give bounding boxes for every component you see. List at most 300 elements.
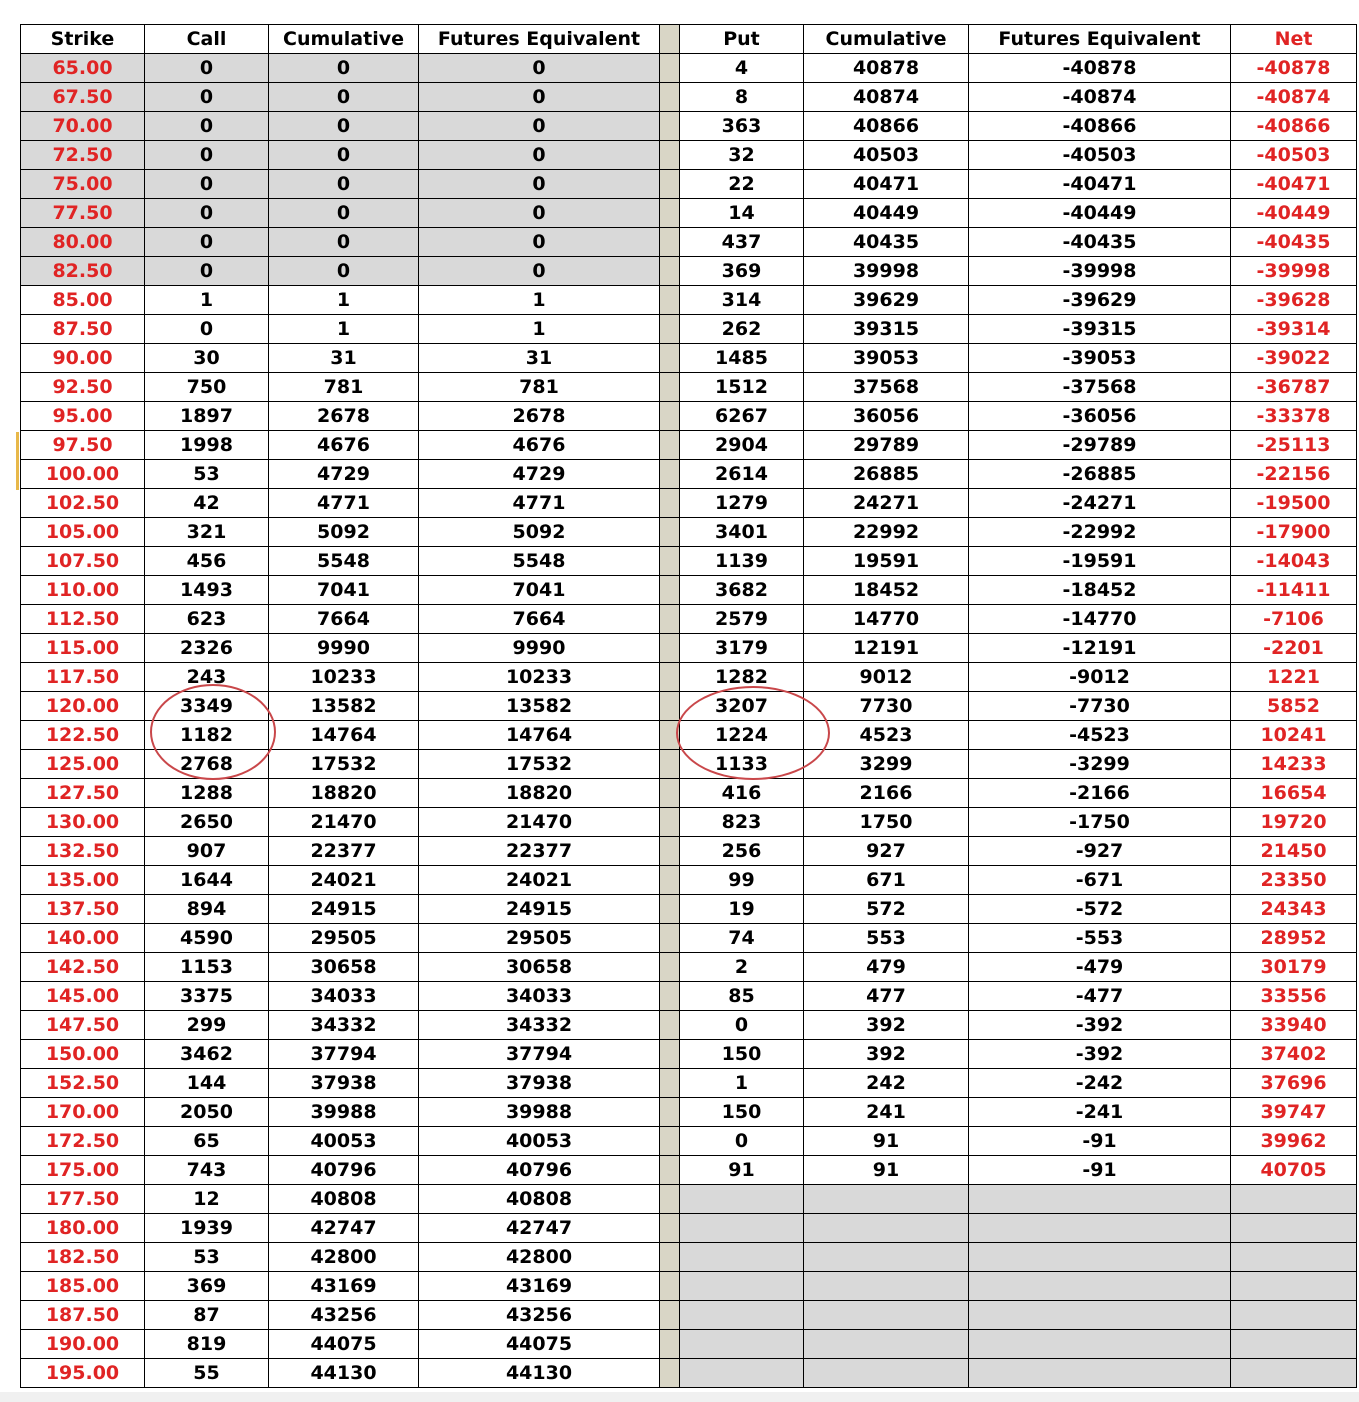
put-cumulative-cell[interactable]: 40878: [804, 54, 969, 83]
call-cell[interactable]: 819: [145, 1330, 269, 1359]
call-cell[interactable]: 243: [145, 663, 269, 692]
put-cumulative-cell[interactable]: 477: [804, 982, 969, 1011]
call-cell[interactable]: 1897: [145, 402, 269, 431]
call-futures-equivalent-cell[interactable]: 40796: [419, 1156, 660, 1185]
net-cell[interactable]: [1231, 1243, 1357, 1272]
call-cell[interactable]: 4590: [145, 924, 269, 953]
call-futures-equivalent-cell[interactable]: 0: [419, 83, 660, 112]
call-futures-equivalent-cell[interactable]: 4676: [419, 431, 660, 460]
net-cell[interactable]: [1231, 1330, 1357, 1359]
net-cell[interactable]: [1231, 1185, 1357, 1214]
put-cumulative-cell[interactable]: 40435: [804, 228, 969, 257]
put-cumulative-cell[interactable]: 24271: [804, 489, 969, 518]
net-cell[interactable]: 39962: [1231, 1127, 1357, 1156]
call-cell[interactable]: 299: [145, 1011, 269, 1040]
put-futures-equivalent-cell[interactable]: -572: [969, 895, 1231, 924]
call-cumulative-cell[interactable]: 14764: [269, 721, 419, 750]
put-cell[interactable]: 437: [680, 228, 804, 257]
call-cumulative-cell[interactable]: 34033: [269, 982, 419, 1011]
call-cumulative-cell[interactable]: 37938: [269, 1069, 419, 1098]
call-futures-equivalent-cell[interactable]: 31: [419, 344, 660, 373]
put-futures-equivalent-cell[interactable]: [969, 1359, 1231, 1388]
call-futures-equivalent-cell[interactable]: 0: [419, 170, 660, 199]
put-cumulative-cell[interactable]: 572: [804, 895, 969, 924]
put-cumulative-cell[interactable]: 479: [804, 953, 969, 982]
put-cell[interactable]: 262: [680, 315, 804, 344]
call-cumulative-cell[interactable]: 31: [269, 344, 419, 373]
net-cell[interactable]: -39314: [1231, 315, 1357, 344]
put-cell[interactable]: 8: [680, 83, 804, 112]
call-cell[interactable]: 1: [145, 286, 269, 315]
strike-cell[interactable]: 92.50: [21, 373, 145, 402]
call-futures-equivalent-cell[interactable]: 0: [419, 141, 660, 170]
net-cell[interactable]: -40503: [1231, 141, 1357, 170]
call-cumulative-cell[interactable]: 1: [269, 315, 419, 344]
put-cumulative-cell[interactable]: 39315: [804, 315, 969, 344]
call-cell[interactable]: 1998: [145, 431, 269, 460]
put-cell[interactable]: 363: [680, 112, 804, 141]
put-cell[interactable]: 1485: [680, 344, 804, 373]
call-futures-equivalent-cell[interactable]: 30658: [419, 953, 660, 982]
put-futures-equivalent-cell[interactable]: -242: [969, 1069, 1231, 1098]
put-cumulative-cell[interactable]: 40866: [804, 112, 969, 141]
call-futures-equivalent-cell[interactable]: 0: [419, 257, 660, 286]
put-futures-equivalent-cell[interactable]: -40878: [969, 54, 1231, 83]
put-cumulative-cell[interactable]: 91: [804, 1156, 969, 1185]
call-cell[interactable]: 456: [145, 547, 269, 576]
put-cell[interactable]: 416: [680, 779, 804, 808]
call-futures-equivalent-cell[interactable]: 13582: [419, 692, 660, 721]
call-cumulative-cell[interactable]: 21470: [269, 808, 419, 837]
strike-cell[interactable]: 72.50: [21, 141, 145, 170]
put-cumulative-cell[interactable]: 22992: [804, 518, 969, 547]
call-cell[interactable]: 1493: [145, 576, 269, 605]
call-cell[interactable]: 750: [145, 373, 269, 402]
call-futures-equivalent-cell[interactable]: 4729: [419, 460, 660, 489]
call-futures-equivalent-cell[interactable]: 7664: [419, 605, 660, 634]
call-cumulative-cell[interactable]: 781: [269, 373, 419, 402]
net-cell[interactable]: [1231, 1301, 1357, 1330]
put-futures-equivalent-cell[interactable]: -479: [969, 953, 1231, 982]
net-cell[interactable]: -7106: [1231, 605, 1357, 634]
strike-cell[interactable]: 130.00: [21, 808, 145, 837]
net-cell[interactable]: 21450: [1231, 837, 1357, 866]
call-cumulative-cell[interactable]: 24915: [269, 895, 419, 924]
put-futures-equivalent-cell[interactable]: -553: [969, 924, 1231, 953]
net-cell[interactable]: [1231, 1272, 1357, 1301]
put-futures-equivalent-cell[interactable]: [969, 1330, 1231, 1359]
put-futures-equivalent-cell[interactable]: -12191: [969, 634, 1231, 663]
call-cumulative-cell[interactable]: 0: [269, 257, 419, 286]
put-cell[interactable]: [680, 1185, 804, 1214]
put-cell[interactable]: 32: [680, 141, 804, 170]
put-cell[interactable]: 3207: [680, 692, 804, 721]
call-cumulative-cell[interactable]: 18820: [269, 779, 419, 808]
strike-cell[interactable]: 82.50: [21, 257, 145, 286]
put-cumulative-cell[interactable]: 4523: [804, 721, 969, 750]
put-cumulative-cell[interactable]: 241: [804, 1098, 969, 1127]
put-cell[interactable]: 19: [680, 895, 804, 924]
net-cell[interactable]: 24343: [1231, 895, 1357, 924]
put-cell[interactable]: [680, 1272, 804, 1301]
call-cumulative-cell[interactable]: 0: [269, 141, 419, 170]
net-cell[interactable]: -40878: [1231, 54, 1357, 83]
put-cumulative-cell[interactable]: 26885: [804, 460, 969, 489]
call-cell[interactable]: 623: [145, 605, 269, 634]
call-cell[interactable]: 144: [145, 1069, 269, 1098]
put-cumulative-cell[interactable]: 12191: [804, 634, 969, 663]
put-futures-equivalent-cell[interactable]: -18452: [969, 576, 1231, 605]
header-call[interactable]: Call: [145, 25, 269, 54]
call-cumulative-cell[interactable]: 5092: [269, 518, 419, 547]
call-futures-equivalent-cell[interactable]: 0: [419, 199, 660, 228]
strike-cell[interactable]: 97.50: [21, 431, 145, 460]
put-futures-equivalent-cell[interactable]: [969, 1185, 1231, 1214]
put-futures-equivalent-cell[interactable]: -392: [969, 1011, 1231, 1040]
net-cell[interactable]: 39747: [1231, 1098, 1357, 1127]
call-cumulative-cell[interactable]: 34332: [269, 1011, 419, 1040]
put-cumulative-cell[interactable]: [804, 1243, 969, 1272]
call-cumulative-cell[interactable]: 1: [269, 286, 419, 315]
call-futures-equivalent-cell[interactable]: 24021: [419, 866, 660, 895]
call-cell[interactable]: 0: [145, 199, 269, 228]
header-call-futures-equivalent[interactable]: Futures Equivalent: [419, 25, 660, 54]
put-futures-equivalent-cell[interactable]: -40866: [969, 112, 1231, 141]
put-cell[interactable]: 1279: [680, 489, 804, 518]
call-cell[interactable]: 0: [145, 315, 269, 344]
call-cell[interactable]: 743: [145, 1156, 269, 1185]
strike-cell[interactable]: 180.00: [21, 1214, 145, 1243]
call-cell[interactable]: 2768: [145, 750, 269, 779]
call-futures-equivalent-cell[interactable]: 2678: [419, 402, 660, 431]
put-futures-equivalent-cell[interactable]: -26885: [969, 460, 1231, 489]
put-cell[interactable]: 0: [680, 1011, 804, 1040]
put-futures-equivalent-cell[interactable]: -91: [969, 1156, 1231, 1185]
put-cumulative-cell[interactable]: [804, 1301, 969, 1330]
strike-cell[interactable]: 107.50: [21, 547, 145, 576]
put-cumulative-cell[interactable]: 553: [804, 924, 969, 953]
put-cumulative-cell[interactable]: 2166: [804, 779, 969, 808]
call-cumulative-cell[interactable]: 0: [269, 112, 419, 141]
strike-cell[interactable]: 137.50: [21, 895, 145, 924]
put-cumulative-cell[interactable]: 39629: [804, 286, 969, 315]
strike-cell[interactable]: 195.00: [21, 1359, 145, 1388]
call-cell[interactable]: 3349: [145, 692, 269, 721]
put-cumulative-cell[interactable]: 91: [804, 1127, 969, 1156]
call-cell[interactable]: 2050: [145, 1098, 269, 1127]
put-cell[interactable]: 3682: [680, 576, 804, 605]
put-cell[interactable]: 150: [680, 1098, 804, 1127]
put-cell[interactable]: 85: [680, 982, 804, 1011]
strike-cell[interactable]: 125.00: [21, 750, 145, 779]
strike-cell[interactable]: 140.00: [21, 924, 145, 953]
call-cell[interactable]: 1153: [145, 953, 269, 982]
strike-cell[interactable]: 95.00: [21, 402, 145, 431]
put-cell[interactable]: [680, 1214, 804, 1243]
call-futures-equivalent-cell[interactable]: 37794: [419, 1040, 660, 1069]
strike-cell[interactable]: 75.00: [21, 170, 145, 199]
call-futures-equivalent-cell[interactable]: 29505: [419, 924, 660, 953]
strike-cell[interactable]: 87.50: [21, 315, 145, 344]
put-futures-equivalent-cell[interactable]: -40435: [969, 228, 1231, 257]
call-futures-equivalent-cell[interactable]: 4771: [419, 489, 660, 518]
put-cumulative-cell[interactable]: [804, 1272, 969, 1301]
call-futures-equivalent-cell[interactable]: 17532: [419, 750, 660, 779]
call-cell[interactable]: 0: [145, 141, 269, 170]
put-cell[interactable]: 150: [680, 1040, 804, 1069]
net-cell[interactable]: 40705: [1231, 1156, 1357, 1185]
call-futures-equivalent-cell[interactable]: 9990: [419, 634, 660, 663]
call-cell[interactable]: 3375: [145, 982, 269, 1011]
net-cell[interactable]: -25113: [1231, 431, 1357, 460]
call-futures-equivalent-cell[interactable]: 1: [419, 315, 660, 344]
call-cumulative-cell[interactable]: 5548: [269, 547, 419, 576]
net-cell[interactable]: -33378: [1231, 402, 1357, 431]
call-futures-equivalent-cell[interactable]: 5092: [419, 518, 660, 547]
put-cumulative-cell[interactable]: [804, 1330, 969, 1359]
put-futures-equivalent-cell[interactable]: -7730: [969, 692, 1231, 721]
put-cumulative-cell[interactable]: 36056: [804, 402, 969, 431]
net-cell[interactable]: -17900: [1231, 518, 1357, 547]
strike-cell[interactable]: 120.00: [21, 692, 145, 721]
put-futures-equivalent-cell[interactable]: [969, 1301, 1231, 1330]
net-cell[interactable]: -40435: [1231, 228, 1357, 257]
put-futures-equivalent-cell[interactable]: -14770: [969, 605, 1231, 634]
strike-cell[interactable]: 132.50: [21, 837, 145, 866]
call-cell[interactable]: 42: [145, 489, 269, 518]
net-cell[interactable]: 30179: [1231, 953, 1357, 982]
net-cell[interactable]: 37402: [1231, 1040, 1357, 1069]
call-futures-equivalent-cell[interactable]: 7041: [419, 576, 660, 605]
call-cell[interactable]: 0: [145, 112, 269, 141]
net-cell[interactable]: 16654: [1231, 779, 1357, 808]
net-cell[interactable]: 33940: [1231, 1011, 1357, 1040]
call-cell[interactable]: 87: [145, 1301, 269, 1330]
net-cell[interactable]: 1221: [1231, 663, 1357, 692]
net-cell[interactable]: -40471: [1231, 170, 1357, 199]
net-cell[interactable]: -39022: [1231, 344, 1357, 373]
put-cumulative-cell[interactable]: [804, 1359, 969, 1388]
call-cumulative-cell[interactable]: 44075: [269, 1330, 419, 1359]
put-futures-equivalent-cell[interactable]: -39315: [969, 315, 1231, 344]
net-cell[interactable]: 10241: [1231, 721, 1357, 750]
put-cell[interactable]: 2904: [680, 431, 804, 460]
call-futures-equivalent-cell[interactable]: 34033: [419, 982, 660, 1011]
put-cell[interactable]: [680, 1243, 804, 1272]
call-cumulative-cell[interactable]: 30658: [269, 953, 419, 982]
call-cumulative-cell[interactable]: 44130: [269, 1359, 419, 1388]
put-futures-equivalent-cell[interactable]: -4523: [969, 721, 1231, 750]
strike-cell[interactable]: 135.00: [21, 866, 145, 895]
put-cell[interactable]: 2: [680, 953, 804, 982]
call-cell[interactable]: 53: [145, 1243, 269, 1272]
header-net[interactable]: Net: [1231, 25, 1357, 54]
put-cell[interactable]: 3179: [680, 634, 804, 663]
net-cell[interactable]: -36787: [1231, 373, 1357, 402]
put-cumulative-cell[interactable]: [804, 1185, 969, 1214]
call-futures-equivalent-cell[interactable]: 37938: [419, 1069, 660, 1098]
put-cumulative-cell[interactable]: 242: [804, 1069, 969, 1098]
call-cell[interactable]: 321: [145, 518, 269, 547]
call-futures-equivalent-cell[interactable]: 24915: [419, 895, 660, 924]
call-cumulative-cell[interactable]: 7041: [269, 576, 419, 605]
put-futures-equivalent-cell[interactable]: [969, 1243, 1231, 1272]
call-cumulative-cell[interactable]: 10233: [269, 663, 419, 692]
call-cumulative-cell[interactable]: 4676: [269, 431, 419, 460]
put-cell[interactable]: 1224: [680, 721, 804, 750]
strike-cell[interactable]: 100.00: [21, 460, 145, 489]
put-cumulative-cell[interactable]: 9012: [804, 663, 969, 692]
strike-cell[interactable]: 67.50: [21, 83, 145, 112]
strike-cell[interactable]: 80.00: [21, 228, 145, 257]
call-cumulative-cell[interactable]: 9990: [269, 634, 419, 663]
put-cell[interactable]: 1512: [680, 373, 804, 402]
put-cell[interactable]: 823: [680, 808, 804, 837]
call-futures-equivalent-cell[interactable]: 781: [419, 373, 660, 402]
put-futures-equivalent-cell[interactable]: -22992: [969, 518, 1231, 547]
call-cumulative-cell[interactable]: 42800: [269, 1243, 419, 1272]
strike-cell[interactable]: 102.50: [21, 489, 145, 518]
put-futures-equivalent-cell[interactable]: [969, 1272, 1231, 1301]
net-cell[interactable]: -40866: [1231, 112, 1357, 141]
strike-cell[interactable]: 172.50: [21, 1127, 145, 1156]
net-cell[interactable]: -14043: [1231, 547, 1357, 576]
put-futures-equivalent-cell[interactable]: -36056: [969, 402, 1231, 431]
put-futures-equivalent-cell[interactable]: -24271: [969, 489, 1231, 518]
put-cell[interactable]: [680, 1330, 804, 1359]
call-cell[interactable]: 2650: [145, 808, 269, 837]
call-futures-equivalent-cell[interactable]: 1: [419, 286, 660, 315]
strike-cell[interactable]: 110.00: [21, 576, 145, 605]
put-cumulative-cell[interactable]: 927: [804, 837, 969, 866]
strike-cell[interactable]: 70.00: [21, 112, 145, 141]
put-cell[interactable]: 3401: [680, 518, 804, 547]
call-cell[interactable]: 3462: [145, 1040, 269, 1069]
call-futures-equivalent-cell[interactable]: 22377: [419, 837, 660, 866]
put-cumulative-cell[interactable]: 392: [804, 1040, 969, 1069]
put-futures-equivalent-cell[interactable]: -29789: [969, 431, 1231, 460]
header-strike[interactable]: Strike: [21, 25, 145, 54]
net-cell[interactable]: -22156: [1231, 460, 1357, 489]
call-cumulative-cell[interactable]: 0: [269, 228, 419, 257]
net-cell[interactable]: 28952: [1231, 924, 1357, 953]
call-futures-equivalent-cell[interactable]: 0: [419, 112, 660, 141]
strike-cell[interactable]: 190.00: [21, 1330, 145, 1359]
call-cell[interactable]: 55: [145, 1359, 269, 1388]
call-cumulative-cell[interactable]: 4771: [269, 489, 419, 518]
put-cumulative-cell[interactable]: 37568: [804, 373, 969, 402]
put-cell[interactable]: 0: [680, 1127, 804, 1156]
put-cell[interactable]: 6267: [680, 402, 804, 431]
call-futures-equivalent-cell[interactable]: 40053: [419, 1127, 660, 1156]
call-cell[interactable]: 0: [145, 83, 269, 112]
put-futures-equivalent-cell[interactable]: -39629: [969, 286, 1231, 315]
put-cell[interactable]: 22: [680, 170, 804, 199]
put-cumulative-cell[interactable]: 1750: [804, 808, 969, 837]
strike-cell[interactable]: 145.00: [21, 982, 145, 1011]
call-cumulative-cell[interactable]: 0: [269, 83, 419, 112]
strike-cell[interactable]: 112.50: [21, 605, 145, 634]
put-cumulative-cell[interactable]: 18452: [804, 576, 969, 605]
put-cumulative-cell[interactable]: 39053: [804, 344, 969, 373]
net-cell[interactable]: [1231, 1214, 1357, 1243]
call-cumulative-cell[interactable]: 40053: [269, 1127, 419, 1156]
put-cell[interactable]: 1139: [680, 547, 804, 576]
put-futures-equivalent-cell[interactable]: -671: [969, 866, 1231, 895]
net-cell[interactable]: 23350: [1231, 866, 1357, 895]
put-cell[interactable]: [680, 1359, 804, 1388]
put-cumulative-cell[interactable]: 14770: [804, 605, 969, 634]
call-cell[interactable]: 12: [145, 1185, 269, 1214]
call-cell[interactable]: 369: [145, 1272, 269, 1301]
net-cell[interactable]: 37696: [1231, 1069, 1357, 1098]
call-cumulative-cell[interactable]: 43256: [269, 1301, 419, 1330]
net-cell[interactable]: -39628: [1231, 286, 1357, 315]
net-cell[interactable]: -2201: [1231, 634, 1357, 663]
call-futures-equivalent-cell[interactable]: 0: [419, 228, 660, 257]
strike-cell[interactable]: 177.50: [21, 1185, 145, 1214]
strike-cell[interactable]: 147.50: [21, 1011, 145, 1040]
call-cell[interactable]: 1288: [145, 779, 269, 808]
call-futures-equivalent-cell[interactable]: 0: [419, 54, 660, 83]
strike-cell[interactable]: 90.00: [21, 344, 145, 373]
call-cell[interactable]: 0: [145, 170, 269, 199]
call-futures-equivalent-cell[interactable]: 39988: [419, 1098, 660, 1127]
call-cell[interactable]: 0: [145, 257, 269, 286]
strike-cell[interactable]: 65.00: [21, 54, 145, 83]
put-futures-equivalent-cell[interactable]: -392: [969, 1040, 1231, 1069]
net-cell[interactable]: -40449: [1231, 199, 1357, 228]
put-cell[interactable]: 256: [680, 837, 804, 866]
put-futures-equivalent-cell[interactable]: -1750: [969, 808, 1231, 837]
header-call-cumulative[interactable]: Cumulative: [269, 25, 419, 54]
put-cell[interactable]: [680, 1301, 804, 1330]
call-cell[interactable]: 0: [145, 228, 269, 257]
call-cumulative-cell[interactable]: 4729: [269, 460, 419, 489]
put-futures-equivalent-cell[interactable]: -3299: [969, 750, 1231, 779]
call-cell[interactable]: 0: [145, 54, 269, 83]
strike-cell[interactable]: 122.50: [21, 721, 145, 750]
strike-cell[interactable]: 185.00: [21, 1272, 145, 1301]
strike-cell[interactable]: 187.50: [21, 1301, 145, 1330]
put-futures-equivalent-cell[interactable]: -40449: [969, 199, 1231, 228]
call-cell[interactable]: 30: [145, 344, 269, 373]
call-futures-equivalent-cell[interactable]: 44130: [419, 1359, 660, 1388]
strike-cell[interactable]: 170.00: [21, 1098, 145, 1127]
put-futures-equivalent-cell[interactable]: -40471: [969, 170, 1231, 199]
header-put[interactable]: Put: [680, 25, 804, 54]
put-cell[interactable]: 1: [680, 1069, 804, 1098]
put-futures-equivalent-cell[interactable]: -40503: [969, 141, 1231, 170]
call-futures-equivalent-cell[interactable]: 5548: [419, 547, 660, 576]
call-futures-equivalent-cell[interactable]: 21470: [419, 808, 660, 837]
call-cell[interactable]: 907: [145, 837, 269, 866]
call-futures-equivalent-cell[interactable]: 34332: [419, 1011, 660, 1040]
put-futures-equivalent-cell[interactable]: -241: [969, 1098, 1231, 1127]
call-cell[interactable]: 2326: [145, 634, 269, 663]
call-futures-equivalent-cell[interactable]: 43256: [419, 1301, 660, 1330]
put-cell[interactable]: 2579: [680, 605, 804, 634]
call-futures-equivalent-cell[interactable]: 18820: [419, 779, 660, 808]
put-futures-equivalent-cell[interactable]: -91: [969, 1127, 1231, 1156]
strike-cell[interactable]: 77.50: [21, 199, 145, 228]
call-cumulative-cell[interactable]: 0: [269, 170, 419, 199]
put-futures-equivalent-cell[interactable]: -2166: [969, 779, 1231, 808]
put-cell[interactable]: 369: [680, 257, 804, 286]
call-cumulative-cell[interactable]: 0: [269, 54, 419, 83]
strike-cell[interactable]: 150.00: [21, 1040, 145, 1069]
net-cell[interactable]: 14233: [1231, 750, 1357, 779]
